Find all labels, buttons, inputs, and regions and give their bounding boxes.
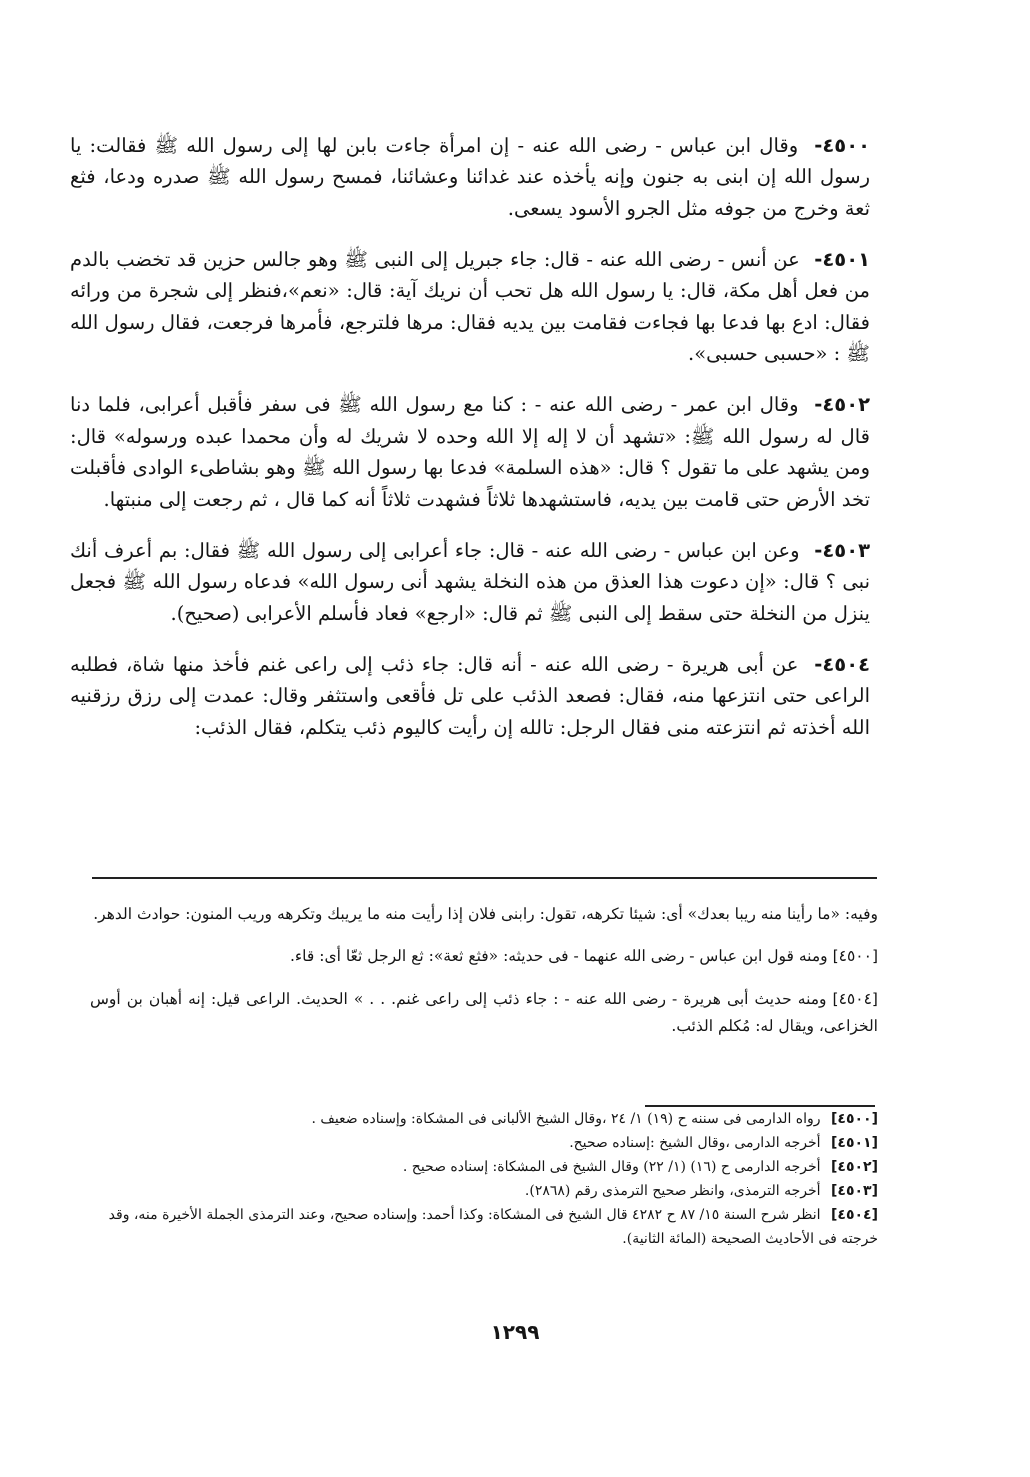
footnotes [100, 1107, 878, 1251]
hadith-text: وقال ابن عمر - رضى الله عنه - : كنا مع رسول الله ﷺ فى سفر فأقبل أعرابى، فلما دنا قال له رسول الله ﷺ: «تشهد أن لا إله إلا الله وحده لا شريك له وأن محمدا عبده ورسوله» قال: ومن يشهد على ما تقول ؟ قال: «هذه السلمة» فدعا بها رسول الله ﷺ وهو بشاطىء الوادى فأقبلت تخد الأرض حتى قامت بين يديه، فاستشهدها ثلاثاً فشهدت ثلاثاً أنه كما قال ، ثم رجعت إلى منبتها. [70, 393, 870, 511]
hadith-number: ٤٥٠٢- [814, 393, 870, 416]
footnote-text: أخرجه الترمذى، وانظر صحيح الترمذى رقم (٢٨٦٨). [524, 1183, 821, 1199]
footnote-text: رواه الدارمى فى سننه ح (١٩) ١/ ٢٤ ،وقال الشيخ الألبانى فى المشكاة: وإسناده ضعيف . [311, 1111, 821, 1127]
footnote-number: [٤٥٠٤] [831, 1207, 878, 1223]
note-text: وفيه: «ما رأينا منه ريبا بعدك» أى: شيئا تكرهه، تقول: رابنى فلان إذا رأيت منه ما يريبك وتكرهه وريب المنون: حوادث الدهر. [93, 904, 878, 923]
hadith-text: عن أبى هريرة - رضى الله عنه - أنه قال: جاء ذئب إلى راعى غنم فأخذ منها شاة، فطلبه الراعى حتى انتزعها منه، فقال: فصعد الذئب على تل فأقعى واستثفر وقال: عمدت إلى رزق رزقنيه الله أخذته ثم انتزعته منى فقال الرجل: تالله إن رأيت كاليوم ذئب يتكلم، فقال الذئب: [70, 652, 870, 739]
note-ref: [٤٥٠٤] [832, 989, 878, 1008]
footnote-number: [٤٥٠٣] [831, 1183, 878, 1199]
footnote-number: [٤٥٠١] [831, 1135, 878, 1151]
footnote-text: أخرجه الدارمى ح (١٦) (١/ ٢٢) وقال الشيخ فى المشكاة: إسناده صحيح . [402, 1159, 821, 1175]
note-item [90, 986, 878, 1040]
footnote-text: أخرجه الدارمى ،وقال الشيخ :إسناده صحيح. [569, 1135, 821, 1151]
hadith-4504 [70, 649, 870, 744]
footnote-item [100, 1107, 878, 1131]
page-number: ١٢٩٩ [490, 1320, 540, 1344]
note-item [90, 943, 878, 970]
hadith-4502 [70, 389, 870, 515]
note-item [90, 901, 878, 928]
footnote-text: انظر شرح السنة ١٥/ ٨٧ ح ٤٢٨٢ قال الشيخ فى المشكاة: وكذا أحمد: وإسناده صحيح، وعند الترمذى الجملة الأخيرة منه، وقد خرجته فى الأحاديث الصحيحة (المائة الثانية). [108, 1207, 878, 1247]
hadith-text: عن أنس - رضى الله عنه - قال: جاء جبريل إلى النبى ﷺ وهو جالس حزين قد تخضب بالدم من فعل أهل مكة، قال: يا رسول الله هل تحب أن نريك آية: قال: «نعم»،فنظر إلى شجرة من ورائه فقال: ادع بها فدعا بها فجاءت فقامت بين يديه فقال: مرها فلترجع، فأمرها فرجعت، فقال رسول الله ﷺ : «حسبى حسبى». [70, 247, 870, 365]
hadith-number: ٤٥٠٤- [814, 652, 870, 676]
footnote-item [100, 1203, 878, 1251]
note-ref: [٤٥٠٠] [832, 947, 878, 965]
footnote-number: [٤٥٠٢] [831, 1159, 878, 1175]
hadith-number: ٤٥٠١- [814, 247, 870, 271]
hadith-number: ٤٥٠٠- [814, 133, 870, 157]
footnote-item [100, 1179, 878, 1203]
explanatory-notes [90, 885, 878, 1054]
section-divider [92, 877, 877, 879]
hadith-body [70, 110, 870, 757]
note-text: ومنه حديث أبى هريرة - رضى الله عنه - : جاء ذئب إلى راعى غنم. . . » الحديث. الراعى قيل: إنه أهبان بن أوس الخزاعى، ويقال له: مُكلم الذئب. [90, 989, 878, 1035]
hadith-text: وعن ابن عباس - رضى الله عنه - قال: جاء أعرابى إلى رسول الله ﷺ فقال: بم أعرف أنك نبى ؟ قال: «إن دعوت هذا العذق من هذه النخلة يشهد أنى رسول الله» فدعاه رسول الله ﷺ فجعل ينزل من النخلة حتى سقط إلى النبى ﷺ ثم قال: «ارجع» فعاد فأسلم الأعرابى (صحيح). [70, 538, 870, 625]
note-text: ومنه قول ابن عباس - رضى الله عنهما - فى حديثه: «فثع ثعة»: ثع الرجل ثعّا أى: قاء. [289, 947, 828, 965]
hadith-number: ٤٥٠٣- [814, 538, 870, 562]
hadith-text: وقال ابن عباس - رضى الله عنه - إن امرأة جاءت بابن لها إلى رسول الله ﷺ فقالت: يا رسول الله إن ابنى به جنون وإنه يأخذه عند غدائنا وعشائنا، فمسح رسول الله ﷺ صدره ودعا، فثع ثعة وخرج من جوفه مثل الجرو الأسود يسعى. [70, 133, 870, 220]
hadith-4501 [70, 244, 870, 370]
footnote-number: [٤٥٠٠] [831, 1111, 878, 1127]
footnote-item [100, 1155, 878, 1179]
hadith-4500 [70, 130, 870, 225]
footnote-item [100, 1131, 878, 1155]
hadith-4503 [70, 535, 870, 630]
